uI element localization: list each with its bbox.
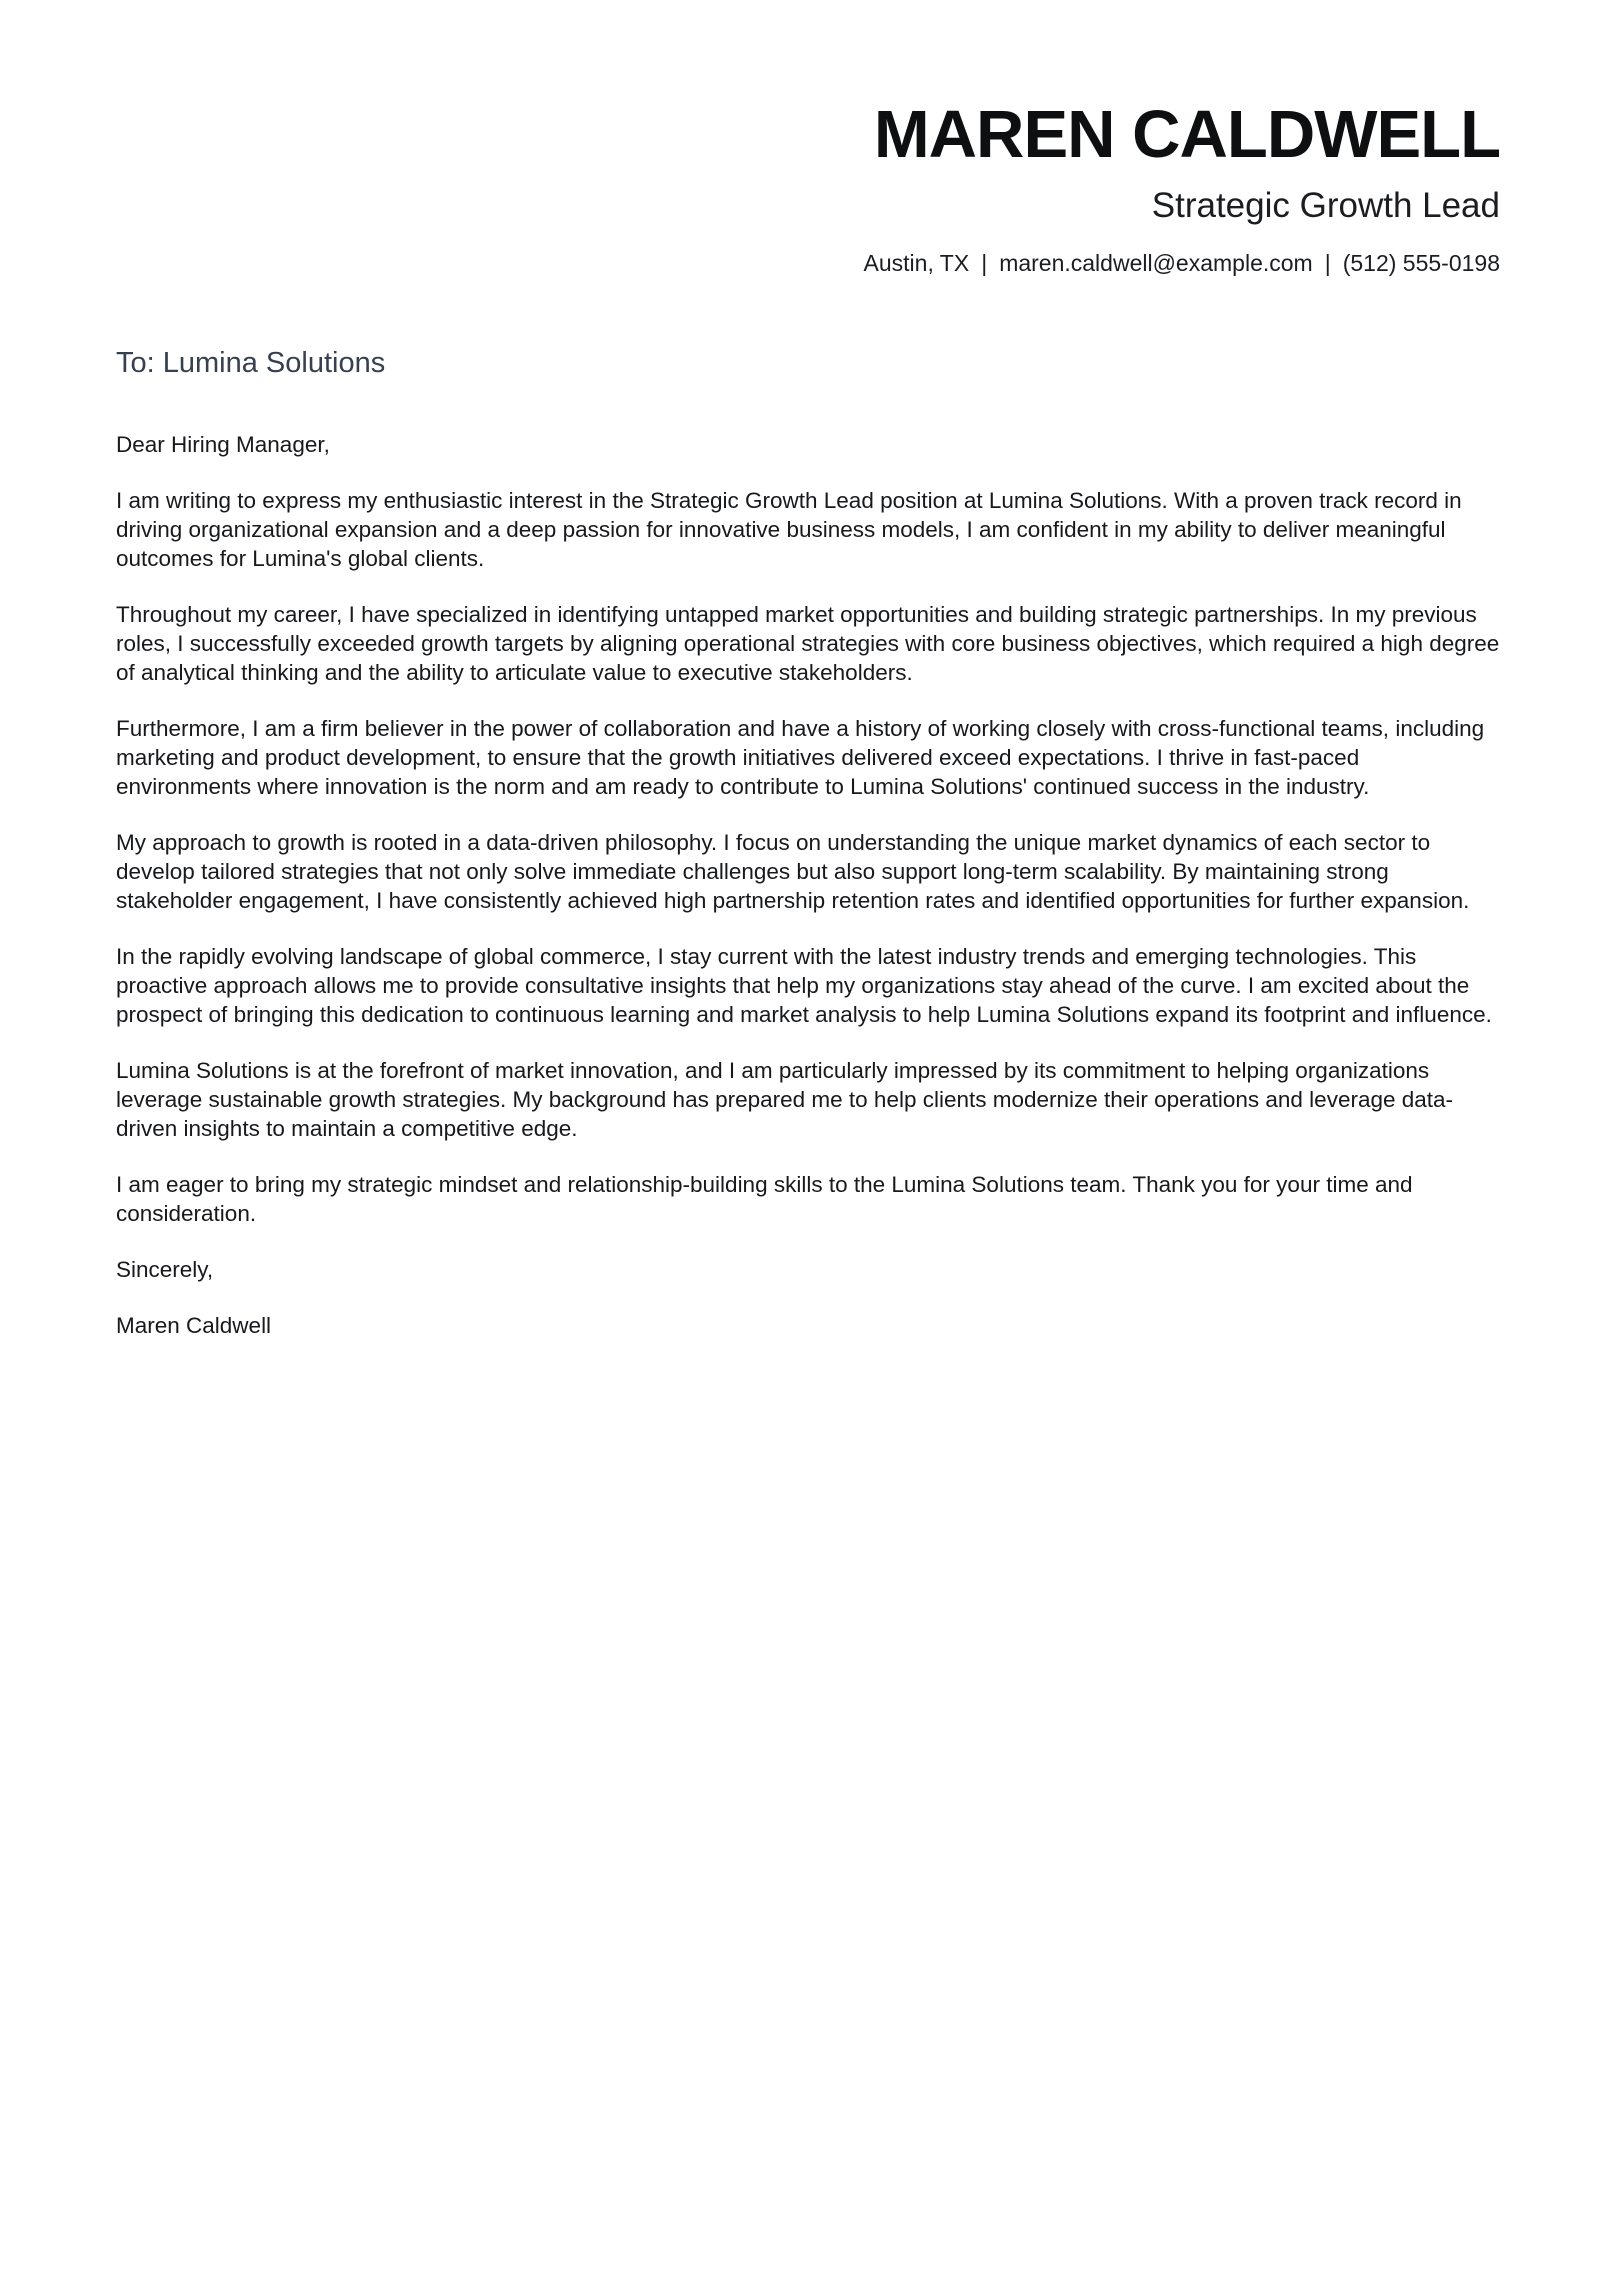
applicant-job-title: Strategic Growth Lead (1151, 186, 1500, 226)
recipient-line: To: Lumina Solutions (116, 347, 386, 380)
contact-phone: (512) 555-0198 (1342, 250, 1500, 277)
letter-paragraph: Furthermore, I am a firm believer in the power of collaboration and have a history of working closely with cross-functional teams, including marketing and product development, to ensure that the growth initiatives delivered exceed expectations. I thrive in fast-paced environments where innovation is the norm and am ready to contribute to Lumina Solutions' continued success in the industry. (116, 715, 1485, 799)
signature-name: Maren Caldwell (116, 1312, 272, 1338)
letter-paragraph: I am writing to express my enthusiastic interest in the Strategic Growth Lead position at Lumina Solutions. With a proven track record in driving organizational expansion and a deep passion for innovative business models, I am confident in my ability to deliver meaningful outcomes for Lumina's global clients. (116, 487, 1462, 571)
contact-location: Austin, TX (863, 250, 970, 277)
contact-line (116, 250, 1500, 277)
contact-email: maren.caldwell@example.com (999, 250, 1313, 277)
letter-paragraph: In the rapidly evolving landscape of global commerce, I stay current with the latest industry trends and emerging technologies. This proactive approach allows me to provide consultative insights that help my organizations stay ahead of the curve. I am excited about the prospect of bringing this dedication to continuous learning and market analysis to help Lumina Solutions expand its footprint and influence. (116, 943, 1492, 1027)
applicant-name: MAREN CALDWELL (873, 97, 1500, 172)
letter-paragraph: I am eager to bring my strategic mindset and relationship-building skills to the Lumina Solutions team. Thank you for your time and consideration. (116, 1171, 1413, 1226)
salutation: Dear Hiring Manager, (116, 431, 330, 457)
letter-paragraph: Lumina Solutions is at the forefront of market innovation, and I am particularly impressed by its commitment to helping organizations leverage sustainable growth strategies. My background has prepared me to help clients modernize their operations and leverage data-driven insights to maintain a competitive edge. (116, 1057, 1454, 1141)
contact-separator: | (981, 250, 988, 277)
contact-separator: | (1324, 250, 1331, 277)
letter-paragraph: My approach to growth is rooted in a data-driven philosophy. I focus on understanding the unique market dynamics of each sector to develop tailored strategies that not only solve immediate challenges but also support long-term scalability. By maintaining strong stakeholder engagement, I have consistently achieved high partnership retention rates and identified opportunities for further expansion. (116, 829, 1470, 913)
letter-paragraph: Throughout my career, I have specialized in identifying untapped market opportunities and building strategic partnerships. In my previous roles, I successfully exceeded growth targets by aligning operational strategies with core business objectives, which required a high degree of analytical thinking and the ability to articulate value to executive stakeholders. (116, 601, 1500, 685)
letter-header (116, 97, 1500, 277)
closing-line: Sincerely, (116, 1256, 214, 1282)
